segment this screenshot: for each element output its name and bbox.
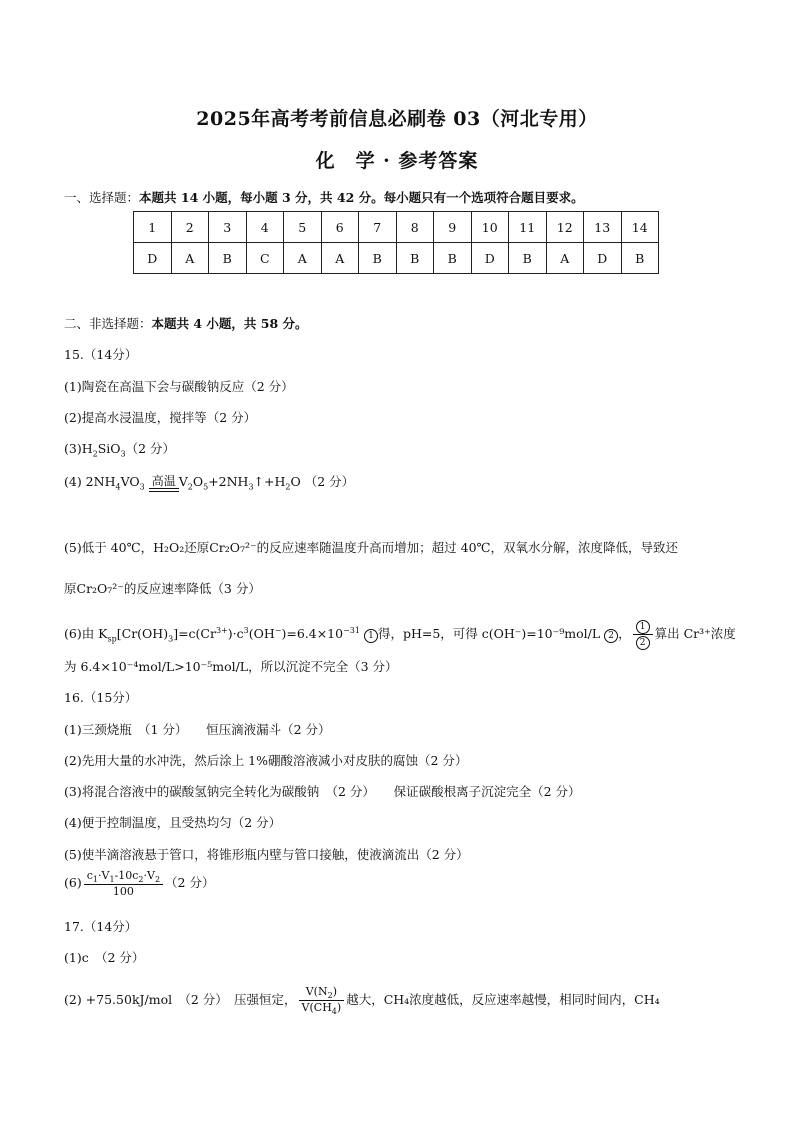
answer-cell: B (621, 243, 659, 274)
question-number-cell: 14 (621, 212, 659, 243)
section1-desc: 本题共 14 小题，每小题 3 分，共 42 分。每小题只有一个选项符合题目要求。 (139, 190, 584, 205)
ratio-fraction-n2-ch4: $\frac{V(N_2)}{V(CH_4)}$ (299, 985, 345, 1016)
q16-header: 16.（15分） (64, 690, 138, 705)
q16-answer-4: (4)便于控制温度，且受热均匀（2 分） (64, 815, 282, 830)
answer-cell: A (171, 243, 209, 274)
q15-answer-5-line1: (5)低于 40℃，H₂O₂还原Cr₂O₇²⁻的反应速率随温度升高而增加；超过 40℃，双氧水分解，浓度降低，导致还 (64, 540, 679, 555)
question-number-cell: 12 (546, 212, 584, 243)
answer-cell: C (246, 243, 284, 274)
answer-cell: B (359, 243, 397, 274)
answer-cell: B (396, 243, 434, 274)
q17-answer-2: (2) +75.50kJ/mol （2 分） 压强恒定， $\frac{V(N_2)}{V(CH_4)}$ 越大，CH₄浓度越低，反应速率越慢，相同时间内，CH₄ (64, 985, 660, 1017)
answer-cell: A (284, 243, 322, 274)
q16-answer-2: (2)先用大量的水冲洗，然后涂上 1%硼酸溶液减小对皮肤的腐蚀（2 分） (64, 753, 468, 768)
section2-heading: 二、非选择题： (64, 316, 152, 331)
q17-answer-1: (1)c （2 分） (64, 950, 145, 965)
section1-heading: 一、选择题： (64, 190, 140, 205)
page-title: 2025年高考考前信息必刷卷 03（河北专用） (196, 108, 598, 130)
answer-cell: D (471, 243, 509, 274)
question-number-cell: 7 (359, 212, 397, 243)
section2-desc: 本题共 4 小题，共 58 分。 (151, 316, 308, 331)
q16-answer-1: (1)三颈烧瓶 （1 分） 恒压滴液漏斗（2 分） (64, 722, 331, 737)
q16-answer-3: (3)将混合溶液中的碳酸氢钠完全转化为碳酸钠 （2 分） 保证碳酸根离子沉淀完全（2 分） (64, 784, 581, 799)
circled-one-icon: 1 (364, 629, 378, 643)
answer-cell: D (584, 243, 622, 274)
circled-two-icon: 2 (604, 629, 618, 643)
q16-answer-6: (6) $\frac{c_1\cdot V_1-10c_2\cdot V_2}{100}$ （2 分） (64, 869, 215, 899)
q15-answer-3: $(3)H_2SiO_3(2$ 分） (64, 441, 176, 459)
question-number-cell: 1 (134, 212, 172, 243)
section1-header (64, 188, 584, 206)
q15-answer-4: (4) $2NH_4VO_3$ 高温 $V_2O_5+2NH_3↑+H_2O$ （2 分） (64, 473, 355, 492)
q15-answer-6-line2: 为 6.4×10⁻⁴mol/L>10⁻⁵mol/L，所以沉淀不完全（3 分） (64, 659, 398, 674)
question-number-cell: 11 (509, 212, 547, 243)
question-number-cell: 2 (171, 212, 209, 243)
question-number-cell: 10 (471, 212, 509, 243)
q15-header: 15.（14分） (64, 347, 138, 362)
answer-cell: B (434, 243, 472, 274)
question-number-cell: 8 (396, 212, 434, 243)
answer-table (133, 211, 659, 274)
question-number-cell: 4 (246, 212, 284, 243)
q15-answer-1: (1)陶瓷在高温下会与碳酸钠反应（2 分） (64, 379, 294, 394)
reaction-condition: 高温 (149, 475, 179, 492)
question-number-row (134, 212, 659, 243)
section2-header (64, 314, 308, 332)
answer-cell: B (509, 243, 547, 274)
answer-cell: A (321, 243, 359, 274)
q15-answer-5-line2: 原Cr₂O₇²⁻的反应速率降低（3 分） (64, 581, 261, 596)
formula-fraction: $\frac{c_1\cdot V_1-10c_2\cdot V_2}{100}$ (84, 869, 163, 898)
answer-cell: B (209, 243, 247, 274)
answer-cell: D (134, 243, 172, 274)
question-number-cell: 9 (434, 212, 472, 243)
answer-row (134, 243, 659, 274)
question-number-cell: 5 (284, 212, 322, 243)
q15-answer-6-line1: (6)由 $K_{sp}[Cr(OH)_3]=c(Cr^{3+})\cdot c^3(OH^-)=6.4\times 10^{-31}$ 1 得，pH=5，可得 c(OH⁻)=10⁻⁹mol/L 2 ， $\frac{1}{2}$ 算出 Cr³⁺浓度 (64, 619, 736, 650)
question-number-cell: 6 (321, 212, 359, 243)
answer-cell: A (546, 243, 584, 274)
q17-header: 17.（14分） (64, 919, 138, 934)
ratio-fraction: $\frac{1}{2}$ (633, 619, 653, 650)
question-number-cell: 3 (209, 212, 247, 243)
question-number-cell: 13 (584, 212, 622, 243)
page-subtitle: 化 学 · 参考答案 (315, 150, 479, 172)
q16-answer-5: (5)使半滴溶液悬于管口，将锥形瓶内壁与管口接触，使液滴流出（2 分） (64, 847, 469, 862)
q15-answer-2: (2)提高水浸温度，搅拌等（2 分） (64, 410, 257, 425)
